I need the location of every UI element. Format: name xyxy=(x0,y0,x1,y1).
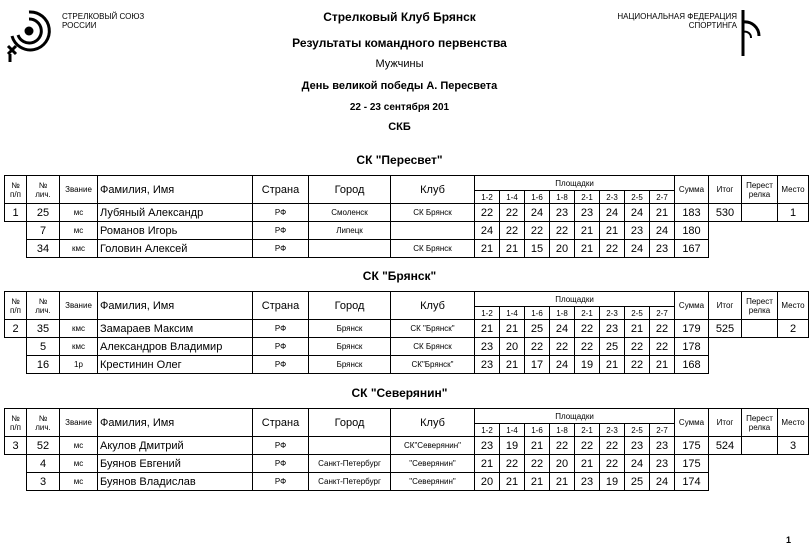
col-header-num-line1: № xyxy=(11,296,20,306)
col-header-area: 1-8 xyxy=(550,424,575,437)
area-score: 22 xyxy=(575,338,600,356)
area-score: 21 xyxy=(500,240,525,258)
area-score: 23 xyxy=(600,320,625,338)
col-header-club: Клуб xyxy=(391,176,475,204)
col-header-shootoff-line2: релка xyxy=(748,189,771,199)
area-score: 22 xyxy=(525,222,550,240)
sum: 178 xyxy=(675,338,709,356)
empty-cell xyxy=(778,222,809,240)
empty-cell xyxy=(709,338,742,356)
area-score: 21 xyxy=(500,320,525,338)
athlete-name: Головин Алексей xyxy=(98,240,253,258)
club: "Северянин" xyxy=(391,455,475,473)
col-header-rank: Звание xyxy=(60,176,98,204)
athlete-name: Крестинин Олег xyxy=(98,356,253,374)
sum: 179 xyxy=(675,320,709,338)
sum: 175 xyxy=(675,437,709,455)
area-score: 22 xyxy=(575,437,600,455)
empty-cell xyxy=(5,222,27,240)
club xyxy=(391,222,475,240)
city: Смоленск xyxy=(309,204,391,222)
athlete-name: Буянов Евгений xyxy=(98,455,253,473)
area-score: 17 xyxy=(525,356,550,374)
area-score: 22 xyxy=(600,240,625,258)
col-header-area: 1-2 xyxy=(475,424,500,437)
col-header-name: Фамилия, Имя xyxy=(98,176,253,204)
country: РФ xyxy=(253,240,309,258)
team-number: 1 xyxy=(5,204,27,222)
team-title: СК "Брянск" xyxy=(362,269,437,283)
country: РФ xyxy=(253,338,309,356)
area-score: 22 xyxy=(525,455,550,473)
personal-number: 16 xyxy=(27,356,60,374)
empty-cell xyxy=(5,240,27,258)
rank: мс xyxy=(60,204,98,222)
col-header-area: 2-3 xyxy=(600,191,625,204)
shootoff xyxy=(742,204,778,222)
area-score: 21 xyxy=(475,455,500,473)
personal-number: 25 xyxy=(27,204,60,222)
empty-cell xyxy=(742,473,778,491)
area-score: 19 xyxy=(600,473,625,491)
col-header-num xyxy=(5,292,27,320)
col-header-num-line1: № xyxy=(11,180,20,190)
team-total: 524 xyxy=(709,437,742,455)
team-place: 3 xyxy=(778,437,809,455)
empty-cell xyxy=(778,338,809,356)
col-header-num xyxy=(5,176,27,204)
city: Санкт-Петербург xyxy=(309,455,391,473)
col-header-personal xyxy=(27,409,60,437)
col-header-area: 1-8 xyxy=(550,191,575,204)
area-score: 25 xyxy=(600,338,625,356)
empty-cell xyxy=(778,240,809,258)
area-score: 20 xyxy=(500,338,525,356)
col-header-personal-line1: № xyxy=(38,296,48,306)
rank: мс xyxy=(60,222,98,240)
col-header-rank: Звание xyxy=(60,409,98,437)
col-header-num-line2: п/п xyxy=(10,422,21,432)
area-score: 25 xyxy=(525,320,550,338)
rank: мс xyxy=(60,473,98,491)
city: Липецк xyxy=(309,222,391,240)
area-score: 21 xyxy=(600,356,625,374)
col-header-area: 1-4 xyxy=(500,424,525,437)
area-score: 24 xyxy=(625,240,650,258)
col-header-personal-line2: лич. xyxy=(35,305,51,315)
empty-cell xyxy=(778,455,809,473)
rank: кмс xyxy=(60,320,98,338)
club-title: Стрелковый Клуб Брянск xyxy=(323,10,476,24)
country: РФ xyxy=(253,473,309,491)
col-header-areas: Площадки xyxy=(475,176,675,191)
col-header-num-line2: п/п xyxy=(10,305,21,315)
area-score: 22 xyxy=(600,455,625,473)
area-score: 22 xyxy=(625,338,650,356)
col-header-club: Клуб xyxy=(391,292,475,320)
sum: 174 xyxy=(675,473,709,491)
club: СК"Северянин" xyxy=(391,437,475,455)
col-header-areas: Площадки xyxy=(475,292,675,307)
team-results-table xyxy=(4,175,809,258)
col-header-name: Фамилия, Имя xyxy=(98,292,253,320)
empty-cell xyxy=(742,455,778,473)
city: Брянск xyxy=(309,320,391,338)
col-header-personal-line1: № xyxy=(38,413,48,423)
area-score: 23 xyxy=(575,473,600,491)
empty-cell xyxy=(778,356,809,374)
col-header-area: 2-5 xyxy=(625,191,650,204)
col-header-city: Город xyxy=(309,409,391,437)
area-score: 23 xyxy=(475,338,500,356)
col-header-rank: Звание xyxy=(60,292,98,320)
col-header-area: 1-6 xyxy=(525,191,550,204)
col-header-shootoff xyxy=(742,292,778,320)
col-header-personal xyxy=(27,292,60,320)
area-score: 24 xyxy=(550,320,575,338)
col-header-area: 1-8 xyxy=(550,307,575,320)
athlete-name: Романов Игорь xyxy=(98,222,253,240)
area-score: 23 xyxy=(650,455,675,473)
col-header-area: 2-3 xyxy=(600,307,625,320)
area-score: 23 xyxy=(625,437,650,455)
col-header-personal xyxy=(27,176,60,204)
team-title: СК "Северянин" xyxy=(351,386,448,400)
area-score: 24 xyxy=(600,204,625,222)
col-header-area: 1-2 xyxy=(475,307,500,320)
area-score: 24 xyxy=(625,455,650,473)
area-score: 24 xyxy=(650,222,675,240)
area-score: 23 xyxy=(625,222,650,240)
area-score: 22 xyxy=(625,356,650,374)
col-header-country: Страна xyxy=(253,409,309,437)
athlete-name: Акулов Дмитрий xyxy=(98,437,253,455)
col-header-personal-line1: № xyxy=(38,180,48,190)
area-score: 21 xyxy=(500,356,525,374)
rank: мс xyxy=(60,437,98,455)
col-header-area: 2-5 xyxy=(625,307,650,320)
col-header-area: 2-7 xyxy=(650,191,675,204)
personal-number: 3 xyxy=(27,473,60,491)
area-score: 22 xyxy=(575,320,600,338)
col-header-shootoff xyxy=(742,409,778,437)
athlete-name: Лубяный Александр xyxy=(98,204,253,222)
personal-number: 52 xyxy=(27,437,60,455)
area-score: 24 xyxy=(625,204,650,222)
org-left-name: СТРЕЛКОВЫЙ СОЮЗ РОССИИ xyxy=(62,12,145,30)
table-row xyxy=(5,437,809,455)
col-header-name: Фамилия, Имя xyxy=(98,409,253,437)
col-header-shootoff xyxy=(742,176,778,204)
area-score: 23 xyxy=(650,437,675,455)
sum: 167 xyxy=(675,240,709,258)
col-header-area: 2-3 xyxy=(600,424,625,437)
area-score: 22 xyxy=(525,338,550,356)
area-score: 23 xyxy=(475,356,500,374)
area-score: 22 xyxy=(550,338,575,356)
col-header-area: 1-4 xyxy=(500,191,525,204)
club: "Северянин" xyxy=(391,473,475,491)
empty-cell xyxy=(778,473,809,491)
area-score: 23 xyxy=(650,240,675,258)
event-abbr: СКБ xyxy=(388,121,411,133)
area-score: 21 xyxy=(475,320,500,338)
empty-cell xyxy=(709,222,742,240)
team-place: 2 xyxy=(778,320,809,338)
page-number: 1 xyxy=(785,535,791,545)
area-score: 24 xyxy=(525,204,550,222)
personal-number: 35 xyxy=(27,320,60,338)
col-header-area: 1-6 xyxy=(525,424,550,437)
col-header-area: 2-1 xyxy=(575,191,600,204)
area-score: 22 xyxy=(500,222,525,240)
col-header-sum: Сумма xyxy=(675,409,709,437)
team-place: 1 xyxy=(778,204,809,222)
club: СК Брянск xyxy=(391,338,475,356)
table-row xyxy=(5,455,809,473)
country: РФ xyxy=(253,222,309,240)
area-score: 25 xyxy=(625,473,650,491)
rank: 1р xyxy=(60,356,98,374)
col-header-shootoff-line1: Перест xyxy=(746,413,773,423)
club: СК"Брянск" xyxy=(391,356,475,374)
col-header-area: 2-7 xyxy=(650,307,675,320)
personal-number: 4 xyxy=(27,455,60,473)
city: Санкт-Петербург xyxy=(309,473,391,491)
area-score: 21 xyxy=(650,356,675,374)
empty-cell xyxy=(742,222,778,240)
country: РФ xyxy=(253,320,309,338)
area-score: 23 xyxy=(550,204,575,222)
shootoff xyxy=(742,320,778,338)
col-header-shootoff-line1: Перест xyxy=(746,296,773,306)
col-header-total: Итог xyxy=(709,292,742,320)
city xyxy=(309,437,391,455)
col-header-num-line2: п/п xyxy=(10,189,21,199)
country: РФ xyxy=(253,356,309,374)
area-score: 22 xyxy=(650,320,675,338)
personal-number: 5 xyxy=(27,338,60,356)
col-header-area: 2-1 xyxy=(575,424,600,437)
team-number: 3 xyxy=(5,437,27,455)
city xyxy=(309,240,391,258)
team-total: 525 xyxy=(709,320,742,338)
area-score: 21 xyxy=(650,204,675,222)
shootoff xyxy=(742,437,778,455)
area-score: 21 xyxy=(600,222,625,240)
col-header-area: 1-6 xyxy=(525,307,550,320)
col-header-num-line1: № xyxy=(11,413,20,423)
col-header-total: Итог xyxy=(709,409,742,437)
sum: 180 xyxy=(675,222,709,240)
table-row xyxy=(5,222,809,240)
country: РФ xyxy=(253,204,309,222)
table-row xyxy=(5,473,809,491)
col-header-place: Место xyxy=(778,292,809,320)
col-header-shootoff-line1: Перест xyxy=(746,180,773,190)
area-score: 21 xyxy=(525,473,550,491)
empty-cell xyxy=(5,455,27,473)
col-header-areas: Площадки xyxy=(475,409,675,424)
area-score: 21 xyxy=(525,437,550,455)
country: РФ xyxy=(253,455,309,473)
col-header-place: Место xyxy=(778,176,809,204)
empty-cell xyxy=(742,356,778,374)
col-header-sum: Сумма xyxy=(675,292,709,320)
area-score: 23 xyxy=(575,204,600,222)
col-header-personal-line2: лич. xyxy=(35,189,51,199)
area-score: 20 xyxy=(550,240,575,258)
team-total: 530 xyxy=(709,204,742,222)
area-score: 19 xyxy=(500,437,525,455)
empty-cell xyxy=(5,473,27,491)
rank: мс xyxy=(60,455,98,473)
table-row xyxy=(5,338,809,356)
athlete-name: Замараев Максим xyxy=(98,320,253,338)
table-row xyxy=(5,356,809,374)
team-results-table xyxy=(4,291,809,374)
col-header-area: 1-4 xyxy=(500,307,525,320)
rank: кмс xyxy=(60,240,98,258)
sum: 168 xyxy=(675,356,709,374)
area-score: 21 xyxy=(575,455,600,473)
club: СК Брянск xyxy=(391,240,475,258)
area-score: 24 xyxy=(650,473,675,491)
rank: кмс xyxy=(60,338,98,356)
area-score: 23 xyxy=(475,437,500,455)
area-score: 21 xyxy=(475,240,500,258)
area-score: 21 xyxy=(575,240,600,258)
col-header-shootoff-line2: релка xyxy=(748,305,771,315)
event-title: День великой победы А. Пересвета xyxy=(301,80,498,92)
area-score: 21 xyxy=(575,222,600,240)
col-header-area: 2-7 xyxy=(650,424,675,437)
org-right-name: НАЦИОНАЛЬНАЯ ФЕДЕРАЦИЯ СПОРТИНГА xyxy=(617,12,737,30)
area-score: 22 xyxy=(500,455,525,473)
col-header-area: 2-1 xyxy=(575,307,600,320)
col-header-city: Город xyxy=(309,292,391,320)
col-header-num xyxy=(5,409,27,437)
club: СК Брянск xyxy=(391,204,475,222)
area-score: 20 xyxy=(475,473,500,491)
athlete-name: Буянов Владислав xyxy=(98,473,253,491)
col-header-total: Итог xyxy=(709,176,742,204)
col-header-area: 1-2 xyxy=(475,191,500,204)
area-score: 22 xyxy=(650,338,675,356)
club: СК "Брянск" xyxy=(391,320,475,338)
area-score: 22 xyxy=(550,222,575,240)
city: Брянск xyxy=(309,356,391,374)
table-row xyxy=(5,204,809,222)
area-score: 20 xyxy=(550,455,575,473)
event-dates: 22 - 23 сентября 201 xyxy=(349,102,450,113)
area-score: 21 xyxy=(550,473,575,491)
empty-cell xyxy=(742,240,778,258)
sum: 183 xyxy=(675,204,709,222)
area-score: 24 xyxy=(550,356,575,374)
area-score: 24 xyxy=(475,222,500,240)
team-title: СК "Пересвет" xyxy=(356,153,443,167)
area-score: 19 xyxy=(575,356,600,374)
area-score: 22 xyxy=(550,437,575,455)
personal-number: 34 xyxy=(27,240,60,258)
empty-cell xyxy=(5,356,27,374)
country: РФ xyxy=(253,437,309,455)
area-score: 21 xyxy=(500,473,525,491)
area-score: 22 xyxy=(475,204,500,222)
table-row xyxy=(5,320,809,338)
col-header-country: Страна xyxy=(253,292,309,320)
area-score: 22 xyxy=(600,437,625,455)
team-results-table xyxy=(4,408,809,491)
empty-cell xyxy=(709,356,742,374)
col-header-personal-line2: лич. xyxy=(35,422,51,432)
area-score: 22 xyxy=(500,204,525,222)
empty-cell xyxy=(709,455,742,473)
col-header-area: 2-5 xyxy=(625,424,650,437)
empty-cell xyxy=(709,473,742,491)
col-header-country: Страна xyxy=(253,176,309,204)
area-score: 15 xyxy=(525,240,550,258)
empty-cell xyxy=(742,338,778,356)
city: Брянск xyxy=(309,338,391,356)
table-row xyxy=(5,240,809,258)
empty-cell xyxy=(709,240,742,258)
athlete-name: Александров Владимир xyxy=(98,338,253,356)
col-header-sum: Сумма xyxy=(675,176,709,204)
team-number: 2 xyxy=(5,320,27,338)
personal-number: 7 xyxy=(27,222,60,240)
category-label: Мужчины xyxy=(375,58,424,70)
results-title: Результаты командного первенства xyxy=(292,36,507,50)
col-header-place: Место xyxy=(778,409,809,437)
area-score: 21 xyxy=(625,320,650,338)
col-header-shootoff-line2: релка xyxy=(748,422,771,432)
empty-cell xyxy=(5,338,27,356)
sum: 175 xyxy=(675,455,709,473)
col-header-city: Город xyxy=(309,176,391,204)
col-header-club: Клуб xyxy=(391,409,475,437)
